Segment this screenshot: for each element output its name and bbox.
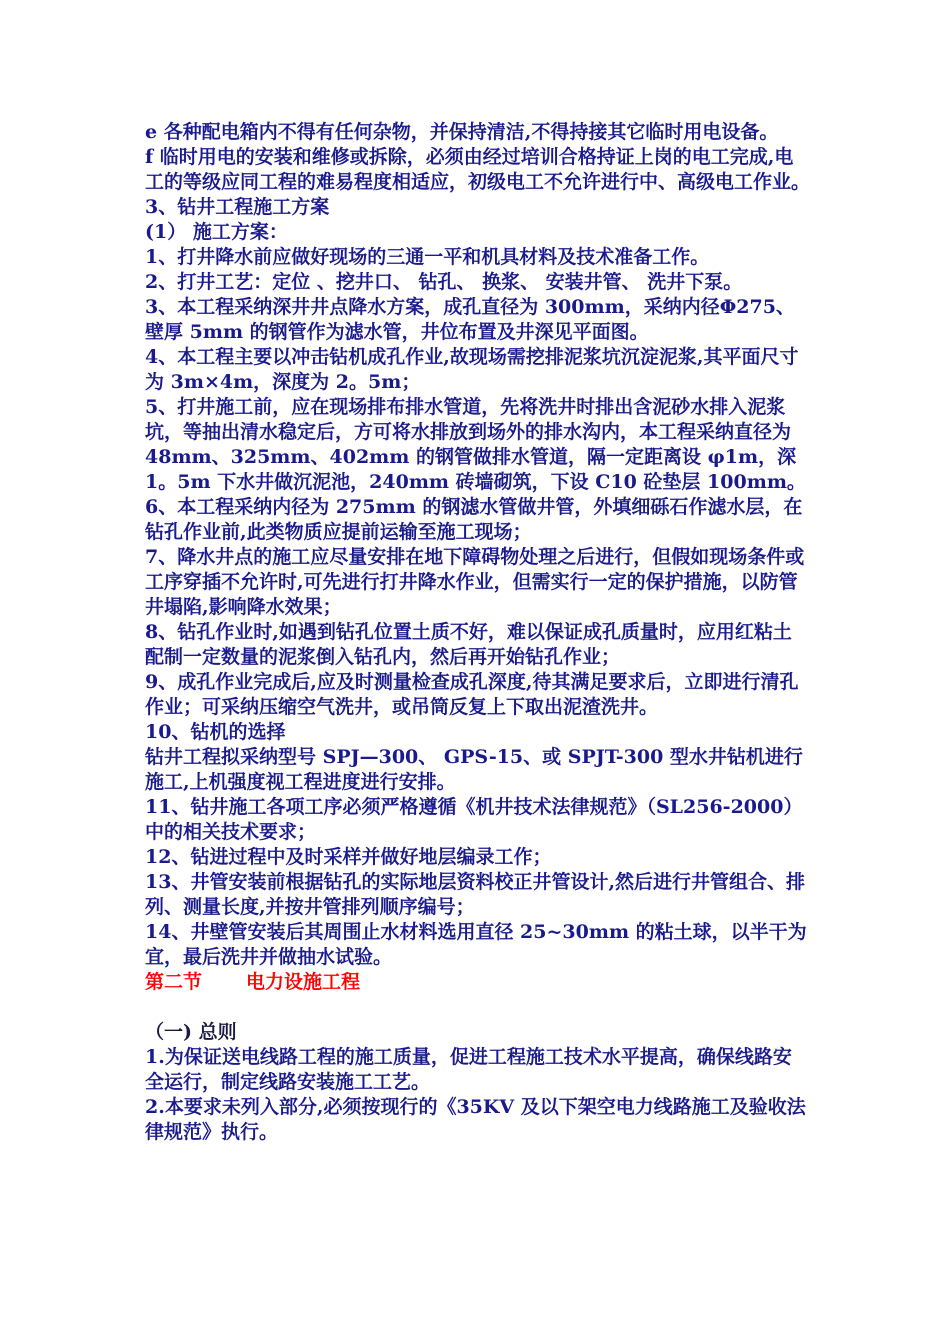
document-page bbox=[145, 120, 810, 1145]
section-title: 电力设施工程 bbox=[246, 971, 361, 993]
paragraph: 5、打井施工前，应在现场排布排水管道，先将洗井时排出含泥砂水排入泥浆坑，等抽出清水稳定后，方可将水排放到场外的排水沟内，本工程采纳直径为 48mm、325mm、402mm 的钢管做排水管道，隔一定距离设 φ1m，深 1。5m 下水井做沉泥池，240mm 砖墙砌筑，下设 C10 砼垫层 100mm。 bbox=[145, 396, 806, 493]
section-number: 第二节 bbox=[145, 971, 203, 993]
paragraph: 9、成孔作业完成后,应及时测量检查成孔深度,待其满足要求后，立即进行清孔作业；可采纳压缩空气洗井，或吊筒反复上下取出泥渣洗井。 bbox=[145, 671, 799, 718]
blank-line bbox=[145, 995, 810, 1020]
section-heading bbox=[145, 970, 810, 995]
paragraph: 12、钻进过程中及时采样并做好地层编录工作； bbox=[145, 846, 552, 868]
paragraph: e 各种配电箱内不得有任何杂物，并保持清洁,不得持接其它临时用电设备。 bbox=[145, 121, 779, 143]
paragraph: 2.本要求未列入部分,必须按现行的《35KV 及以下架空电力线路施工及验收法律规范》执行。 bbox=[145, 1096, 806, 1143]
paragraph: 3、本工程采纳深井井点降水方案，成孔直径为 300mm，采纳内径Φ275、壁厚 5mm 的钢管作为滤水管，井位布置及井深见平面图。 bbox=[145, 296, 795, 343]
paragraph: 14、井壁管安装后其周围止水材料选用直径 25~30mm 的粘土球，以半干为宜，最后洗井并做抽水试验。 bbox=[145, 921, 807, 968]
paragraph: f 临时用电的安装和维修或拆除，必须由经过培训合格持证上岗的电工完成,电工的等级应同工程的难易程度相适应，初级电工不允许进行中、高级电工作业。 bbox=[145, 146, 811, 193]
paragraph: 11、钻井施工各项工序必须严格遵循《机井技术法律规范》（SL256-2000）中的相关技术要求； bbox=[145, 796, 803, 843]
heading-rig-selection: 10、钻机的选择 bbox=[145, 721, 286, 743]
subheading-construction-plan: (1） 施工方案： bbox=[145, 221, 288, 243]
paragraph: 2、打井工艺：定位 、挖井口、 钻孔、 换浆、 安装井管、 洗井下泵。 bbox=[145, 271, 743, 293]
paragraph: 8、钻孔作业时,如遇到钻孔位置土质不好，难以保证成孔质量时，应用红粘土配制一定数量的泥浆倒入钻孔内，然后再开始钻孔作业； bbox=[145, 621, 792, 668]
paragraph: 1、打井降水前应做好现场的三通一平和机具材料及技术准备工作。 bbox=[145, 246, 710, 268]
heading-drilling-plan: 3、钻井工程施工方案 bbox=[145, 196, 330, 218]
paragraph: 13、井管安装前根据钻孔的实际地层资料校正井管设计,然后进行井管组合、排列、测量长度,并按井管排列顺序编号； bbox=[145, 871, 806, 918]
paragraph: 6、本工程采纳内径为 275mm 的钢滤水管做井管，外填细砾石作滤水层，在钻孔作业前,此类物质应提前运输至施工现场； bbox=[145, 496, 803, 543]
paragraph: 钻井工程拟采纳型号 SPJ—300、 GPS-15、或 SPJT-300 型水井钻机进行施工,上机强度视工程进度进行安排。 bbox=[145, 746, 803, 793]
subheading-general: （一) 总则 bbox=[145, 1021, 237, 1043]
paragraph: 4、本工程主要以冲击钻机成孔作业,故现场需挖排泥浆坑沉淀泥浆,其平面尺寸为 3m×4m，深度为 2。5m； bbox=[145, 346, 799, 393]
paragraph: 7、降水井点的施工应尽量安排在地下障碍物处理之后进行，但假如现场条件或工序穿插不允许时,可先进行打井降水作业，但需实行一定的保护措施，以防管井塌陷,影响降水效果； bbox=[145, 546, 805, 618]
paragraph: 1.为保证送电线路工程的施工质量，促进工程施工技术水平提高，确保线路安全运行，制定线路安装施工工艺。 bbox=[145, 1046, 792, 1093]
